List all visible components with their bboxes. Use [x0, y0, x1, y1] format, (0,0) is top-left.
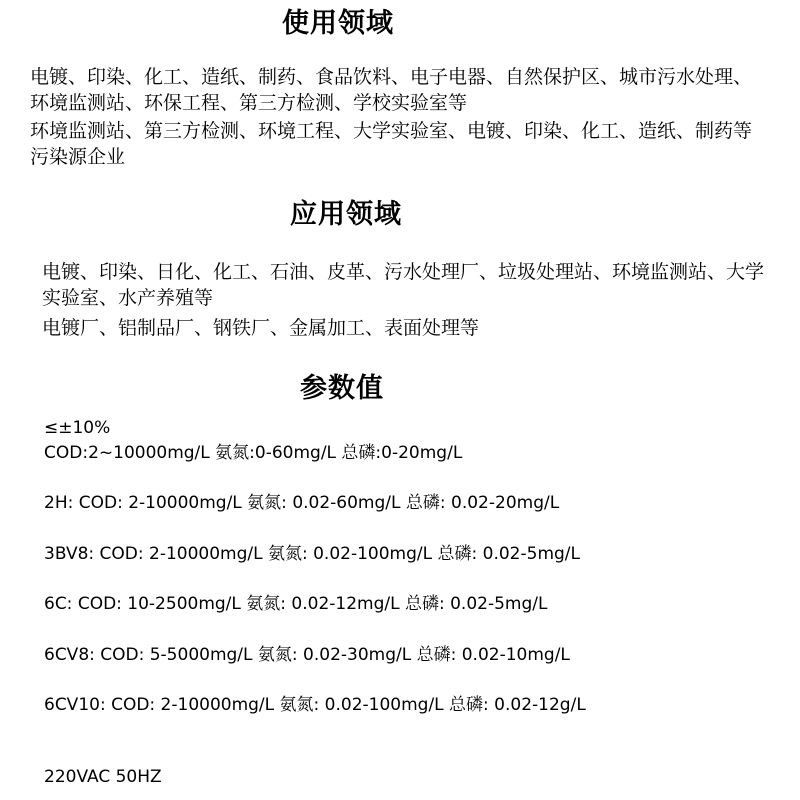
- model-spec-2h: 2H: COD: 2-10000mg/L 氨氮: 0.02-60mg/L 总磷: 0.02-20mg/L: [44, 493, 560, 513]
- usage-paragraph-1: 电镀、印染、化工、造纸、制药、食品饮料、电子电器、自然保护区、城市污水处理、环境监测站、环保工程、第三方检测、学校实验室等: [30, 66, 753, 114]
- model-spec-6c: 6C: COD: 10-2500mg/L 氨氮: 0.02-12mg/L 总磷: 0.02-5mg/L: [44, 594, 548, 614]
- usage-section-title: 使用领域: [282, 8, 394, 39]
- parameters-section-title: 参数值: [300, 373, 384, 404]
- power-spec: 220VAC 50HZ: [44, 767, 162, 787]
- application-paragraph-2: 电镀厂、铝制品厂、钢铁厂、金属加工、表面处理等: [42, 317, 480, 339]
- application-paragraph-1: 电镀、印染、日化、化工、石油、皮革、污水处理厂、垃圾处理站、环境监测站、大学实验室、水产养殖等: [42, 261, 765, 309]
- model-spec-6cv10: 6CV10: COD: 2-10000mg/L 氨氮: 0.02-100mg/L 总磷: 0.02-12g/L: [44, 695, 586, 715]
- model-spec-6cv8: 6CV8: COD: 5-5000mg/L 氨氮: 0.02-30mg/L 总磷: 0.02-10mg/L: [44, 645, 570, 665]
- usage-paragraph-2: 环境监测站、第三方检测、环境工程、大学实验室、电镀、印染、化工、造纸、制药等污染源企业: [30, 120, 753, 168]
- application-section-title: 应用领域: [290, 199, 402, 230]
- model-spec-3bv8: 3BV8: COD: 2-10000mg/L 氨氮: 0.02-100mg/L 总磷: 0.02-5mg/L: [44, 544, 580, 564]
- accuracy-value: ≤±10%: [44, 418, 111, 438]
- general-range: COD:2~10000mg/L 氨氮:0-60mg/L 总磷:0-20mg/L: [44, 443, 463, 463]
